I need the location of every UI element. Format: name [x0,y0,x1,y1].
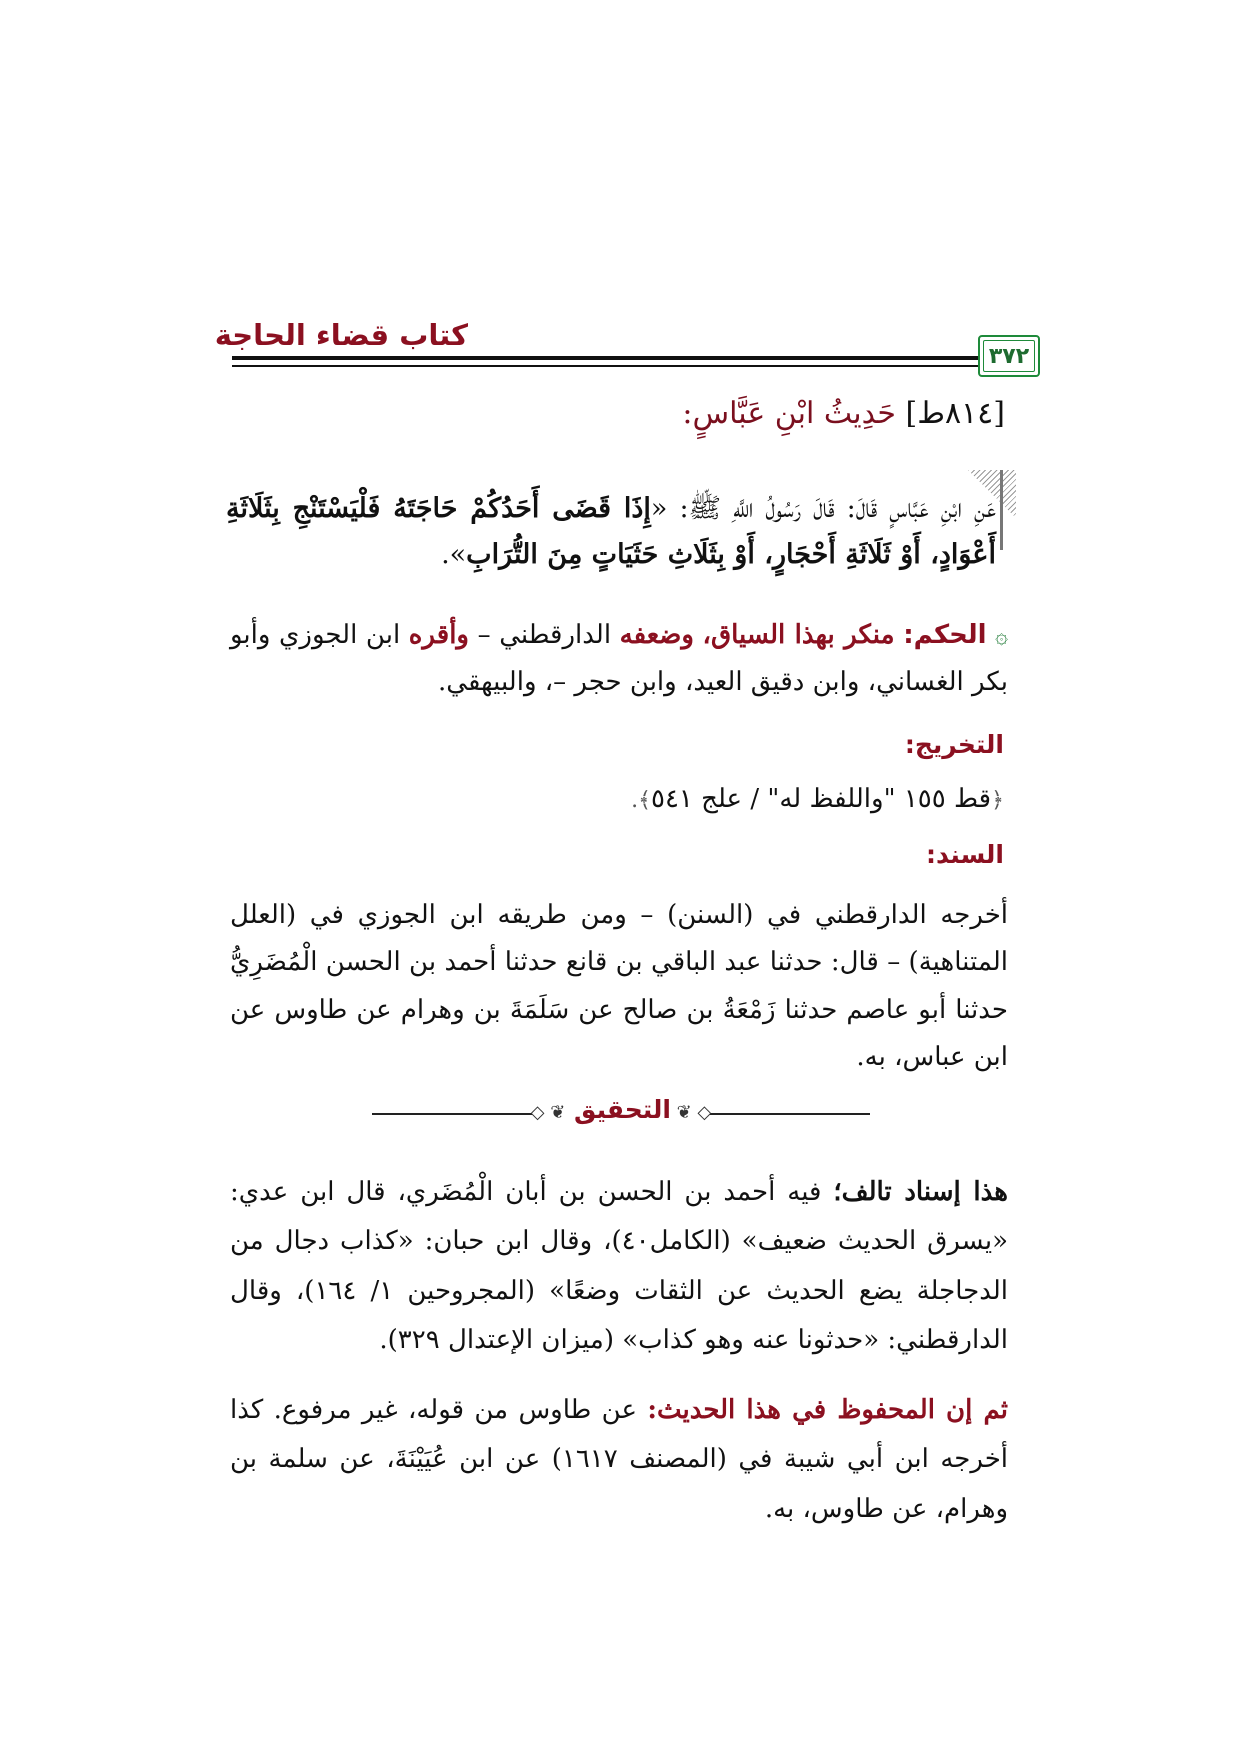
tahqiq-title-wrap [372,1095,870,1124]
isnad-paragraph: أخرجه الدارقطني في (السنن) – ومن طريقه ابن الجوزي في (العلل المتناهية) – قال: حدثنا عبد الباقي بن قانع حدثنا أحمد بن الحسن الْمُضَرِيُّ حدثنا أبو عاصم حدثنا زَمْعَةُ بن صالح عن سَلَمَةَ بن وهرام عن طاوس عن ابن عباس، به. [230,900,1008,1072]
tahqiq-title: التحقيق [574,1095,671,1124]
hukm-text-2: ابن الجوزي وأبو بكر الغساني، وابن دقيق العيد، وابن حجر –، والبيهقي. [230,620,1008,697]
page-number: ٣٧٢ [988,343,1030,369]
tahqiq-divider [372,1095,870,1131]
takhrij-text: قط ١٥٥ "واللفظ له" / علج ٥٤١ [651,784,992,814]
divider-ornament-left-icon: ❦ ◇ [530,1102,566,1123]
hadith-title: حَدِيثُ ابْنِ عَبَّاسٍ: [682,396,896,431]
hukm-paragraph [230,612,1008,706]
divider-ornament-right-icon: ◇ ❦ [670,1102,712,1123]
hukm-label: الحكم: [903,620,987,650]
header-rule-thick [232,356,1009,360]
page-number-box [978,335,1040,377]
matn-close: ». [441,538,467,570]
matn-intro: عَنِ ابْنِ عَبَّاسٍ قَالَ: قَالَ رَسُولُ اللَّهِ ﷺ: « [650,493,997,524]
tahqiq-p2-bold: ثم إن المحفوظ في هذا الحديث: [647,1395,1009,1425]
takhrij-line [304,784,1004,814]
hukm-approved: وأقره [408,620,469,650]
takhrij-open-bracket: ﴿ [991,788,1004,813]
tahqiq-p2-text: عن طاوس من قوله، غير مرفوع. كذا أخرجه ابن أبي شيبة في (المصنف ١٦١٧) عن ابن عُيَيْنَةَ، عن سلمة بن وهرام، عن طاوس، به. [230,1395,1008,1524]
tahqiq-p1-bold: هذا إسناد تالف؛ [833,1177,1008,1207]
hukm-text-1: الدارقطني – [477,620,612,650]
running-head-book-title: كتاب قضاء الحاجة [214,318,468,352]
flower-ornament-icon: ۞ [995,624,1009,649]
hadith-number: [٨١٤ط] [905,396,1005,431]
tahqiq-paragraph-1 [230,1168,1008,1366]
hukm-verdict: منكر بهذا السياق، [702,620,895,650]
hadith-heading [225,396,1005,431]
takhrij-close-bracket: ﴾. [631,788,651,813]
takhrij-label: التخريج: [904,730,1004,759]
tahqiq-paragraph-2 [230,1386,1008,1534]
header-rule-thin [232,365,1009,367]
matn-text: إِذَا قَضَى أَحَدُكُمْ حَاجَتَهُ فَلْيَسْتَنْجِ بِثَلَاثَةِ أَعْوَادٍ، أَوْ ثَلَاثَةِ أَحْجَارٍ، أَوْ بِثَلَاثِ حَثَيَاتٍ مِنَ التُّرَابِ [226,493,996,570]
hukm-weakened: وضعفه [619,620,694,650]
hadith-matn [226,486,996,578]
tahqiq-p1-text: فيه أحمد بن الحسن بن أبان الْمُضَري، قال ابن عدي: «يسرق الحديث ضعيف» (الكامل٤٠)، وقال ابن حبان: «كذاب دجال من الدجاجلة يضع الحديث عن الثقات وضعًا» (المجروحين ١/ ١٦٤)، وقال الدارقطني: «حدثونا عنه وهو كذاب» (ميزان الإعتدال ٣٢٩). [230,1177,1008,1356]
isnad-label: السند: [925,840,1004,869]
